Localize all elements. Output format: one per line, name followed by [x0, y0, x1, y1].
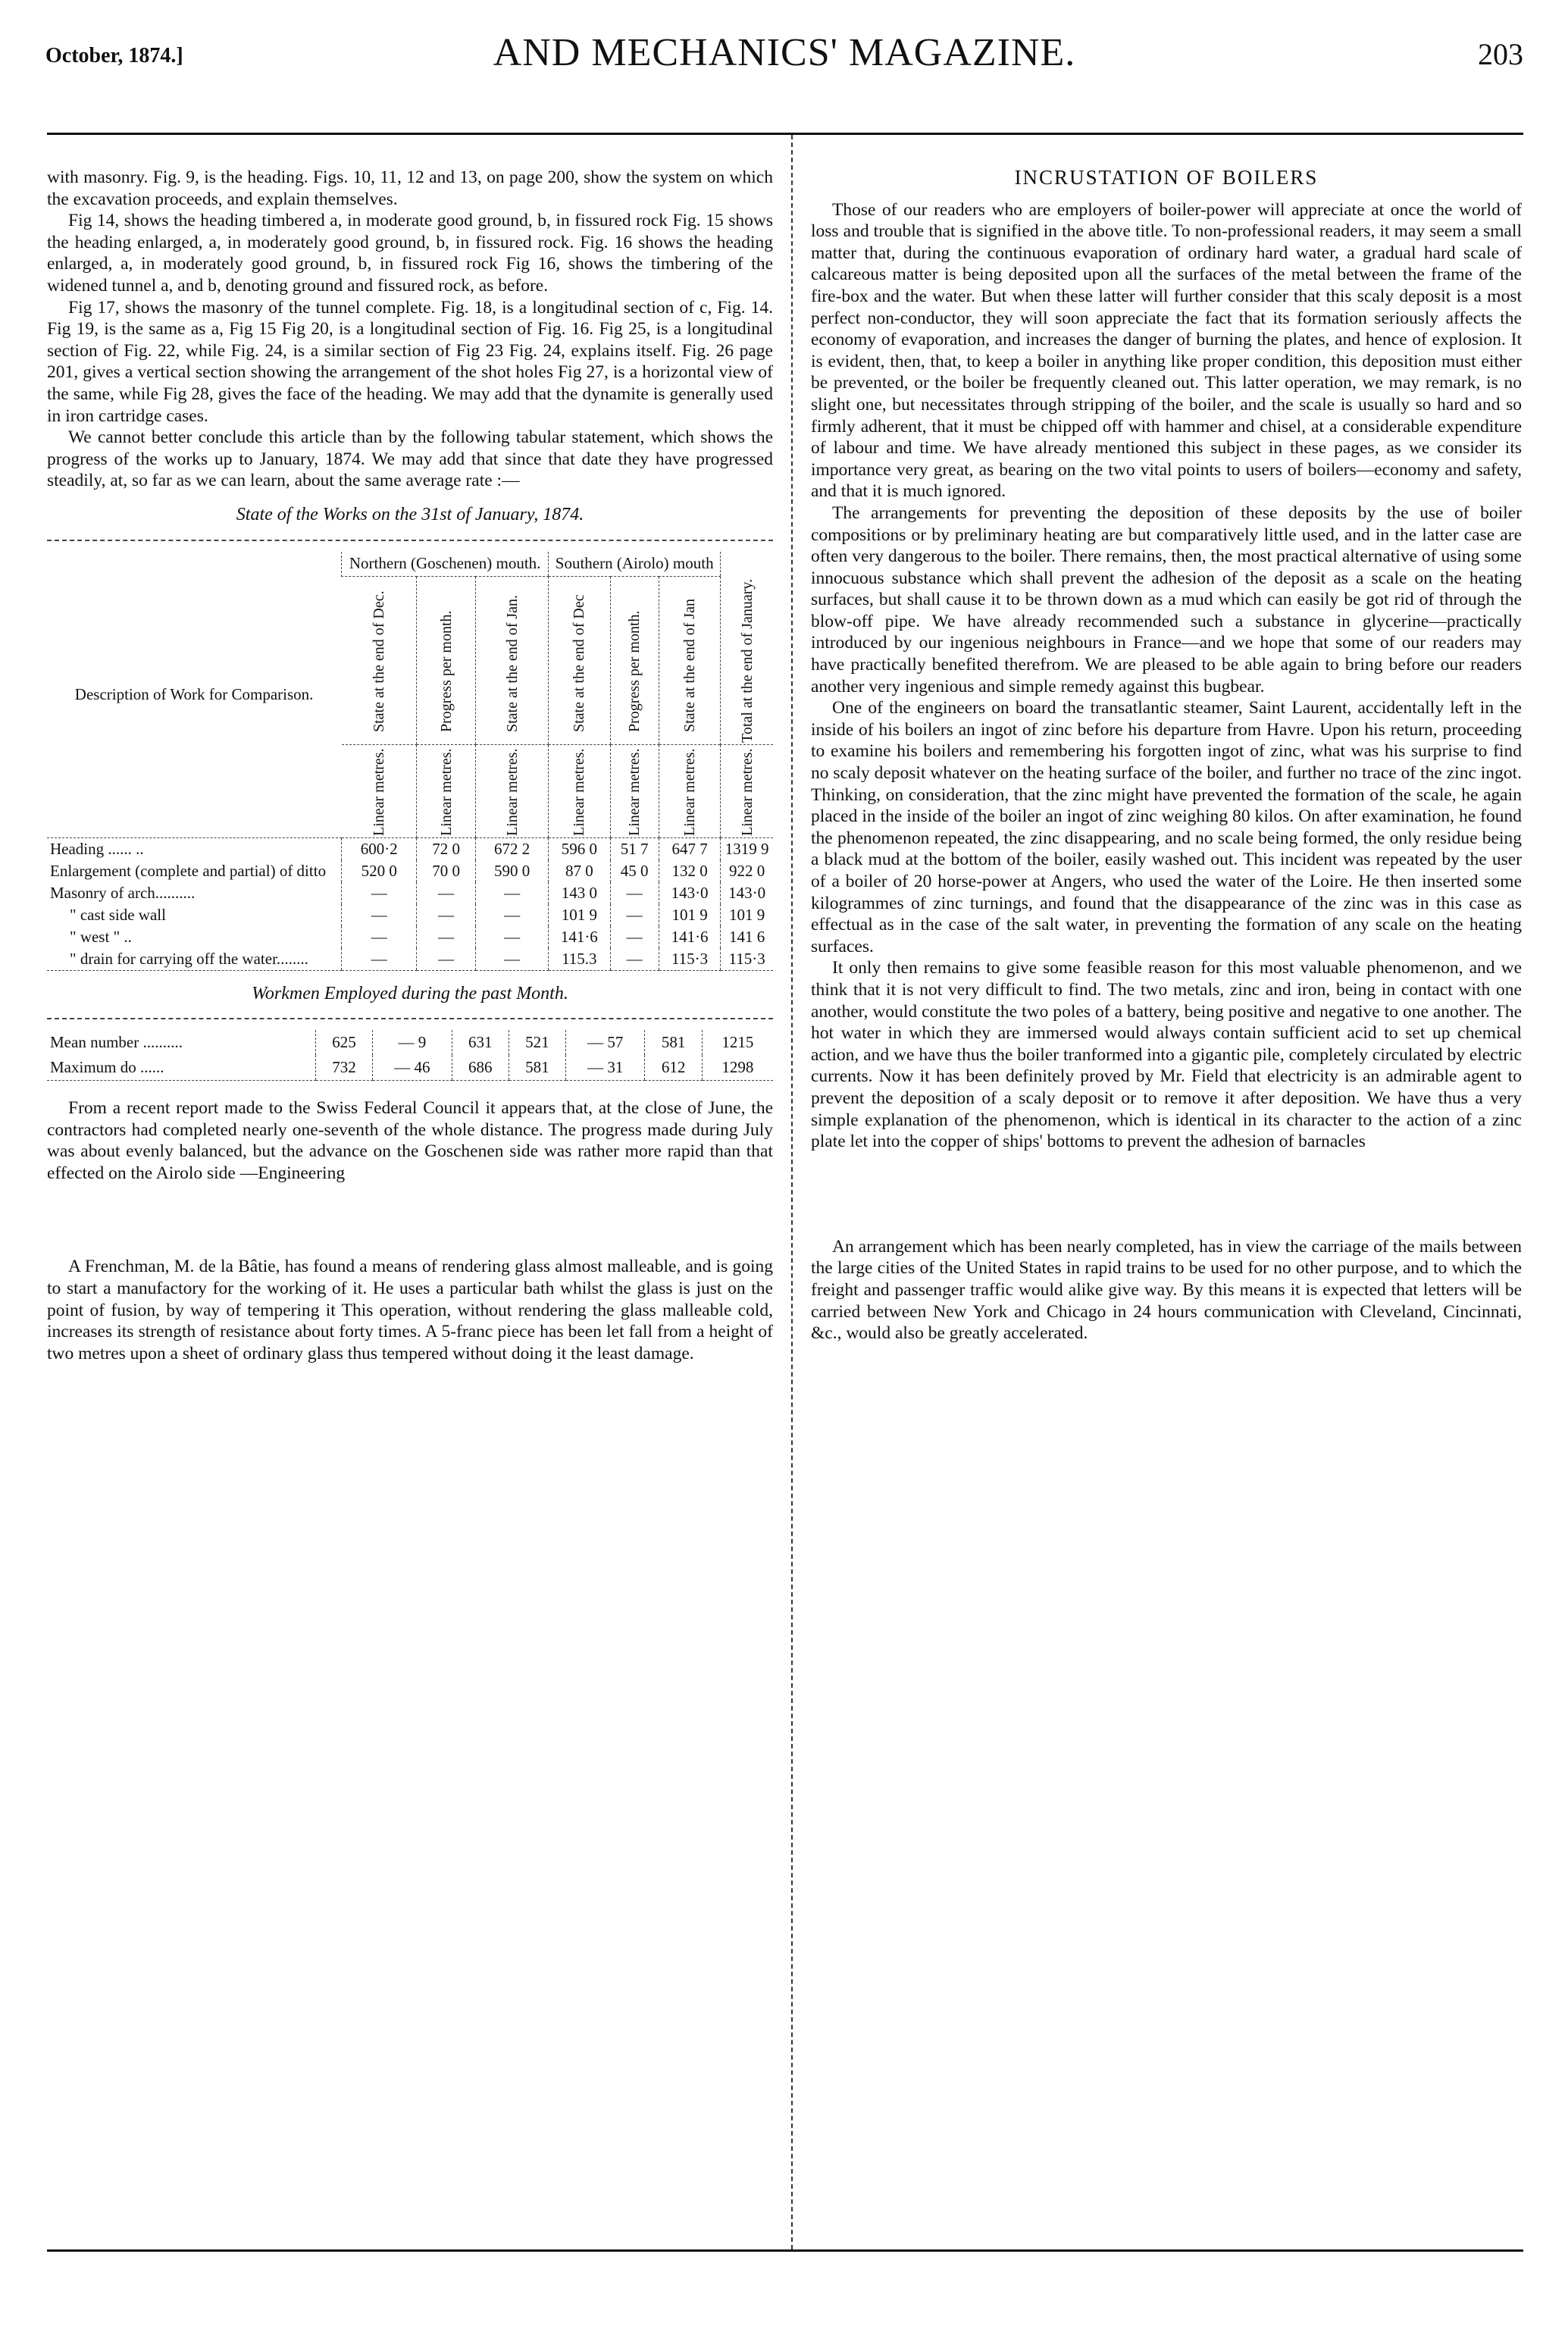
paragraph: Fig 17, shows the masonry of the tunnel complete. Fig. 18, is a longitudinal section of c, Fig. 14. Fig 19, is the same as a, Fig 15 Fig 20, is a longitudinal section of Fig. 16. Fig 25, is a longitudinal section of Fig. 22, while Fig. 24, is a similar section of Fig 23 Fig. 24, explains itself. Fig. 26 page 201, gives a vertical section showing the arrangement of the shot holes Fig 27, is a horizontal view of the same, while Fig 28, gives the face of the heading. We may add that the dynamite is generally used in iron cartridge cases.: [47, 297, 773, 426]
paragraph: with masonry. Fig. 9, is the heading. Figs. 10, 11, 12 and 13, on page 200, show the system on which the excavation proceeds, and explain themselves.: [47, 167, 773, 209]
unit-header: Linear metres.: [659, 744, 721, 837]
unit-header: Linear metres.: [610, 744, 659, 837]
left-column: [47, 167, 773, 1364]
col-header: State at the end of Dec: [549, 577, 610, 744]
article-heading: INCRUSTATION OF BOILERS: [1014, 166, 1319, 189]
north-group-header: Northern (Goschenen) mouth.: [342, 552, 549, 577]
table-row: " west " .. — — — 141·6 — 141·6 141 6: [47, 926, 773, 948]
paragraph: We cannot better conclude this article than by the following tabular statement, which shows the progress of the works up to January, 1874. We may add that since that date they have progressed steadily, at, so far as we can learn, about the same average rate :—: [47, 427, 773, 491]
table-row: " drain for carrying off the water........ — — — 115.3 — 115·3 115·3: [47, 948, 773, 971]
table-row: Heading ...... .. 600·2 72 0 672 2 596 0 51 7 647 7 1319 9: [47, 837, 773, 860]
col-header: Progress per month.: [417, 577, 476, 744]
south-group-header: Southern (Airolo) mouth: [549, 552, 721, 577]
page-number: 203: [1478, 37, 1523, 71]
table-row: Maximum do ...... 732 — 46 686 581 — 31 612 1298: [47, 1055, 773, 1081]
paragraph: Those of our readers who are employers of boiler-power will appreciate at once the world of loss and trouble that is signified in the above title. To non-professional readers, it may seem a small matter that, during the continuous evaporation of ordinary hard water, a gradual hard scale of calcareous matter is being deposited upon all the surfaces of the metal between the frame of the fire-box and the water. But when these latter will further consider that this scaly deposit is a most perfect non-conductor, they will soon appreciate the fact that its formation seriously affects the economy of evaporation, and increases the danger of burning the plates, and hence of explosion. It is evident, then, that, to keep a boiler in anything like proper condition, this deposition must either be prevented, or the boiler be frequently cleaned out. This latter operation, we may remark, is no slight one, but necessitates through stripping of the boiler, and the scale is usually so hard and so firmly adherent, that it must be chipped off with hammer and chisel, at a considerable expenditure of labour and time. We have already mentioned this subject in these pages, as we consider its importance very great, as bearing on the two vital points to users of boilers—economy and safety, and that it is much ignored.: [811, 199, 1522, 502]
col-header: State at the end of Dec.: [342, 577, 417, 744]
workmen-table: [47, 1030, 773, 1081]
unit-header: Linear metres.: [721, 744, 773, 837]
issue-date: October, 1874.]: [45, 44, 183, 67]
col-header: State at the end of Jan: [659, 577, 721, 744]
paragraph: It only then remains to give some feasible reason for this most valuable phenomenon, and we think that it is not very difficult to find. The two metals, zinc and iron, being in contact with one another, would constitute the two poles of a battery, being positive and negative to one another. The hot water in which they are immersed would always contain sufficient acid to set up chemical action, and we have thus the boiler tranformed into a gigantic pile, completely circulated by electric currents. Now it has been definitely proved by Mr. Field that electricity is an admirable agent to prevent the deposition of a scaly deposit or to remove it after deposition. We have thus a very simple explanation of the phenomenon, which is identical in its character to the action of a zinc plate let into the copper of ships' bottoms to prevent the adhesion of barnacles: [811, 958, 1522, 1152]
top-rule: [47, 133, 1523, 135]
divider: [47, 1018, 773, 1019]
works-progress-table: [47, 552, 773, 971]
table-caption: Workmen Employed during the past Month.: [252, 983, 568, 1003]
unit-header: Linear metres.: [417, 744, 476, 837]
column-divider: [791, 135, 793, 2249]
table-caption: State of the Works on the 31st of January, 1874.: [236, 504, 584, 524]
table-row: Enlargement (complete and partial) of ditto 520 0 70 0 590 0 87 0 45 0 132 0 922 0: [47, 860, 773, 882]
unit-header: Linear metres.: [476, 744, 549, 837]
table-row: Mean number .......... 625 — 9 631 521 — 57 581 1215: [47, 1030, 773, 1055]
right-column: [811, 167, 1522, 1345]
table-row: " cast side wall — — — 101 9 — 101 9 101 9: [47, 904, 773, 926]
page-header: [45, 24, 1523, 85]
table-row: Masonry of arch.......... — — — 143 0 — 143·0 143·0: [47, 882, 773, 904]
unit-header: Linear metres.: [549, 744, 610, 837]
paragraph: An arrangement which has been nearly completed, has in view the carriage of the mails between the large cities of the United States in rapid trains to be used for no other purpose, and to which the freight and passenger traffic would alike give way. By this means it is expected that letters will be carried between New York and Chicago in 24 hours communication with Cleveland, Cincinnati, &c., would also be greatly accelerated.: [811, 1236, 1522, 1344]
unit-header: Linear metres.: [342, 744, 417, 837]
paragraph: From a recent report made to the Swiss Federal Council it appears that, at the close of June, the contractors had completed nearly one-seventh of the whole distance. The progress made during July was about evenly balanced, but the advance on the Goschenen side was rather more rapid than that effected on the Airolo side —Engineering: [47, 1098, 773, 1183]
paragraph: One of the engineers on board the transatlantic steamer, Saint Laurent, accidentally left in the inside of his boilers an ingot of zinc before his departure from Havre. Upon his return, proceeding to examine his boilers and remembering his forgotten ingot of zinc, what was his surprise to find no scaly deposit whatever on the heating surface of the boiler, and further no trace of the zinc ingot. Thinking, on consideration, that the zinc might have prevented the formation of the scale, he again placed in the inside of the boiler an ingot of zinc weighing 80 kilos. On after examination, he found the phenomenon repeated, the zinc disappearing, and no scale being formed, the only residue being a black mud at the bottom of the boiler, easily washed out. This incident was repeated by the user of a boiler of 20 horse-power at Angers, who used the water of the Loire. He then inserted some kilogrammes of zinc turnings, and found that the disappearance of the zinc was in this case as effectual as in the case of the salt water, in preventing the formation of any scale on the heating surfaces.: [811, 698, 1522, 956]
col-header: Progress per month.: [610, 577, 659, 744]
paragraph: A Frenchman, M. de la Bâtie, has found a means of rendering glass almost malleable, and is going to start a manufactory for the working of it. He uses a particular bath whilst the glass is just on the point of fusion, by way of tempering it This operation, without rendering the glass malleable cold, increases its strength of resistance about forty times. A 5-franc piece has been let fall from a height of two metres upon a sheet of ordinary glass thus tempered without doing it the least damage.: [47, 1257, 773, 1363]
col-header-total: Total at the end of January.: [721, 552, 773, 745]
divider: [47, 540, 773, 541]
paragraph: Fig 14, shows the heading timbered a, in moderate good ground, b, in fissured rock Fig. 15 shows the heading enlarged, a, in moderately good ground, b, in fissured rock. Fig. 16 shows the heading enlarged, a, in moderately good ground, b, in fissured rock Fig 16, shows the timbering of the widened tunnel a, and b, denoting ground and fissured rock, as before.: [47, 211, 773, 296]
magazine-title: AND MECHANICS' MAGAZINE.: [493, 31, 1076, 74]
bottom-rule: [47, 2249, 1523, 2252]
description-header: Description of Work for Comparison.: [47, 552, 342, 838]
col-header: State at the end of Jan.: [476, 577, 549, 744]
paragraph: The arrangements for preventing the deposition of these deposits by the use of boiler compositions or by preliminary heating are but comparatively little used, and in the latter case are often very dangerous to the boiler. There remains, then, the most practical alternative of using some innocuous substance which shall prevent the adhesion of the deposit as a scale on the heating surfaces, but shall cause it to be thrown down as a mud which can easily be got rid of through the blow-off pipe. We have already recommended such a substance in glycerine—practically introduced by our ingenious neighbours in France—and we hope that some of our readers may have practically benefited therefrom. We are pleased to be able again to bring before our readers another very ingenious and simple remedy against this bugbear.: [811, 502, 1522, 697]
